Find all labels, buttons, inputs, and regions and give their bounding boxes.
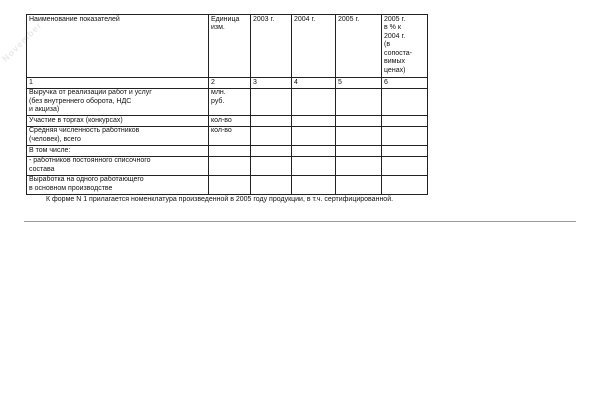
column-number: 2	[209, 78, 251, 89]
table-header-row	[27, 15, 428, 78]
column-number: 6	[382, 78, 428, 89]
row-value-cell	[336, 88, 382, 116]
row-value-cell	[382, 146, 428, 157]
row-value-cell	[336, 116, 382, 127]
row-value-cell	[251, 175, 292, 194]
row-indicator-name: В том числе:	[27, 146, 209, 157]
row-value-cell	[251, 116, 292, 127]
header-year-2003: 2003 г.	[251, 15, 292, 78]
column-number: 4	[292, 78, 336, 89]
row-unit	[209, 175, 251, 194]
row-indicator-name: Средняя численность работников (человек), всего	[27, 126, 209, 145]
row-indicator-name: - работников постоянного списочного состава	[27, 156, 209, 175]
row-unit	[209, 156, 251, 175]
footnote-text: К форме N 1 прилагается номенклатура произведенной в 2005 году продукции, в т.ч. сертифицированной.	[46, 196, 394, 203]
row-value-cell	[336, 146, 382, 157]
row-unit: млн. руб.	[209, 88, 251, 116]
row-value-cell	[251, 156, 292, 175]
watermark-text: November	[0, 19, 44, 64]
table-row	[27, 126, 428, 145]
row-value-cell	[292, 156, 336, 175]
row-indicator-name: Выручка от реализации работ и услуг (без внутреннего оборота, НДС и акциза)	[27, 88, 209, 116]
row-unit: кол-во	[209, 126, 251, 145]
row-indicator-name: Выработка на одного работающего в основном производстве	[27, 175, 209, 194]
table-row	[27, 175, 428, 194]
row-value-cell	[336, 175, 382, 194]
row-unit	[209, 146, 251, 157]
header-year-2004: 2004 г.	[292, 15, 336, 78]
row-value-cell	[251, 126, 292, 145]
header-year-2005: 2005 г.	[336, 15, 382, 78]
table-row	[27, 156, 428, 175]
table-row	[27, 88, 428, 116]
table-row	[27, 146, 428, 157]
column-number: 5	[336, 78, 382, 89]
row-value-cell	[292, 88, 336, 116]
row-value-cell	[251, 146, 292, 157]
row-value-cell	[382, 116, 428, 127]
row-value-cell	[336, 126, 382, 145]
page-divider	[24, 221, 576, 222]
row-indicator-name: Участие в торгах (конкурсах)	[27, 116, 209, 127]
row-value-cell	[336, 156, 382, 175]
row-value-cell	[382, 156, 428, 175]
row-unit: кол-во	[209, 116, 251, 127]
row-value-cell	[292, 175, 336, 194]
row-value-cell	[292, 116, 336, 127]
column-number: 1	[27, 78, 209, 89]
row-value-cell	[382, 88, 428, 116]
row-value-cell	[382, 126, 428, 145]
header-unit: Единица изм.	[209, 15, 251, 78]
header-indicator-name: Наименование показателей	[27, 15, 209, 78]
row-value-cell	[251, 88, 292, 116]
header-percent-change: 2005 г. в % к 2004 г. (в сопоста- вимых ценах)	[382, 15, 428, 78]
column-numbers-row	[27, 78, 428, 89]
table-row	[27, 116, 428, 127]
indicators-table	[26, 14, 428, 195]
row-value-cell	[292, 126, 336, 145]
row-value-cell	[292, 146, 336, 157]
column-number: 3	[251, 78, 292, 89]
row-value-cell	[382, 175, 428, 194]
